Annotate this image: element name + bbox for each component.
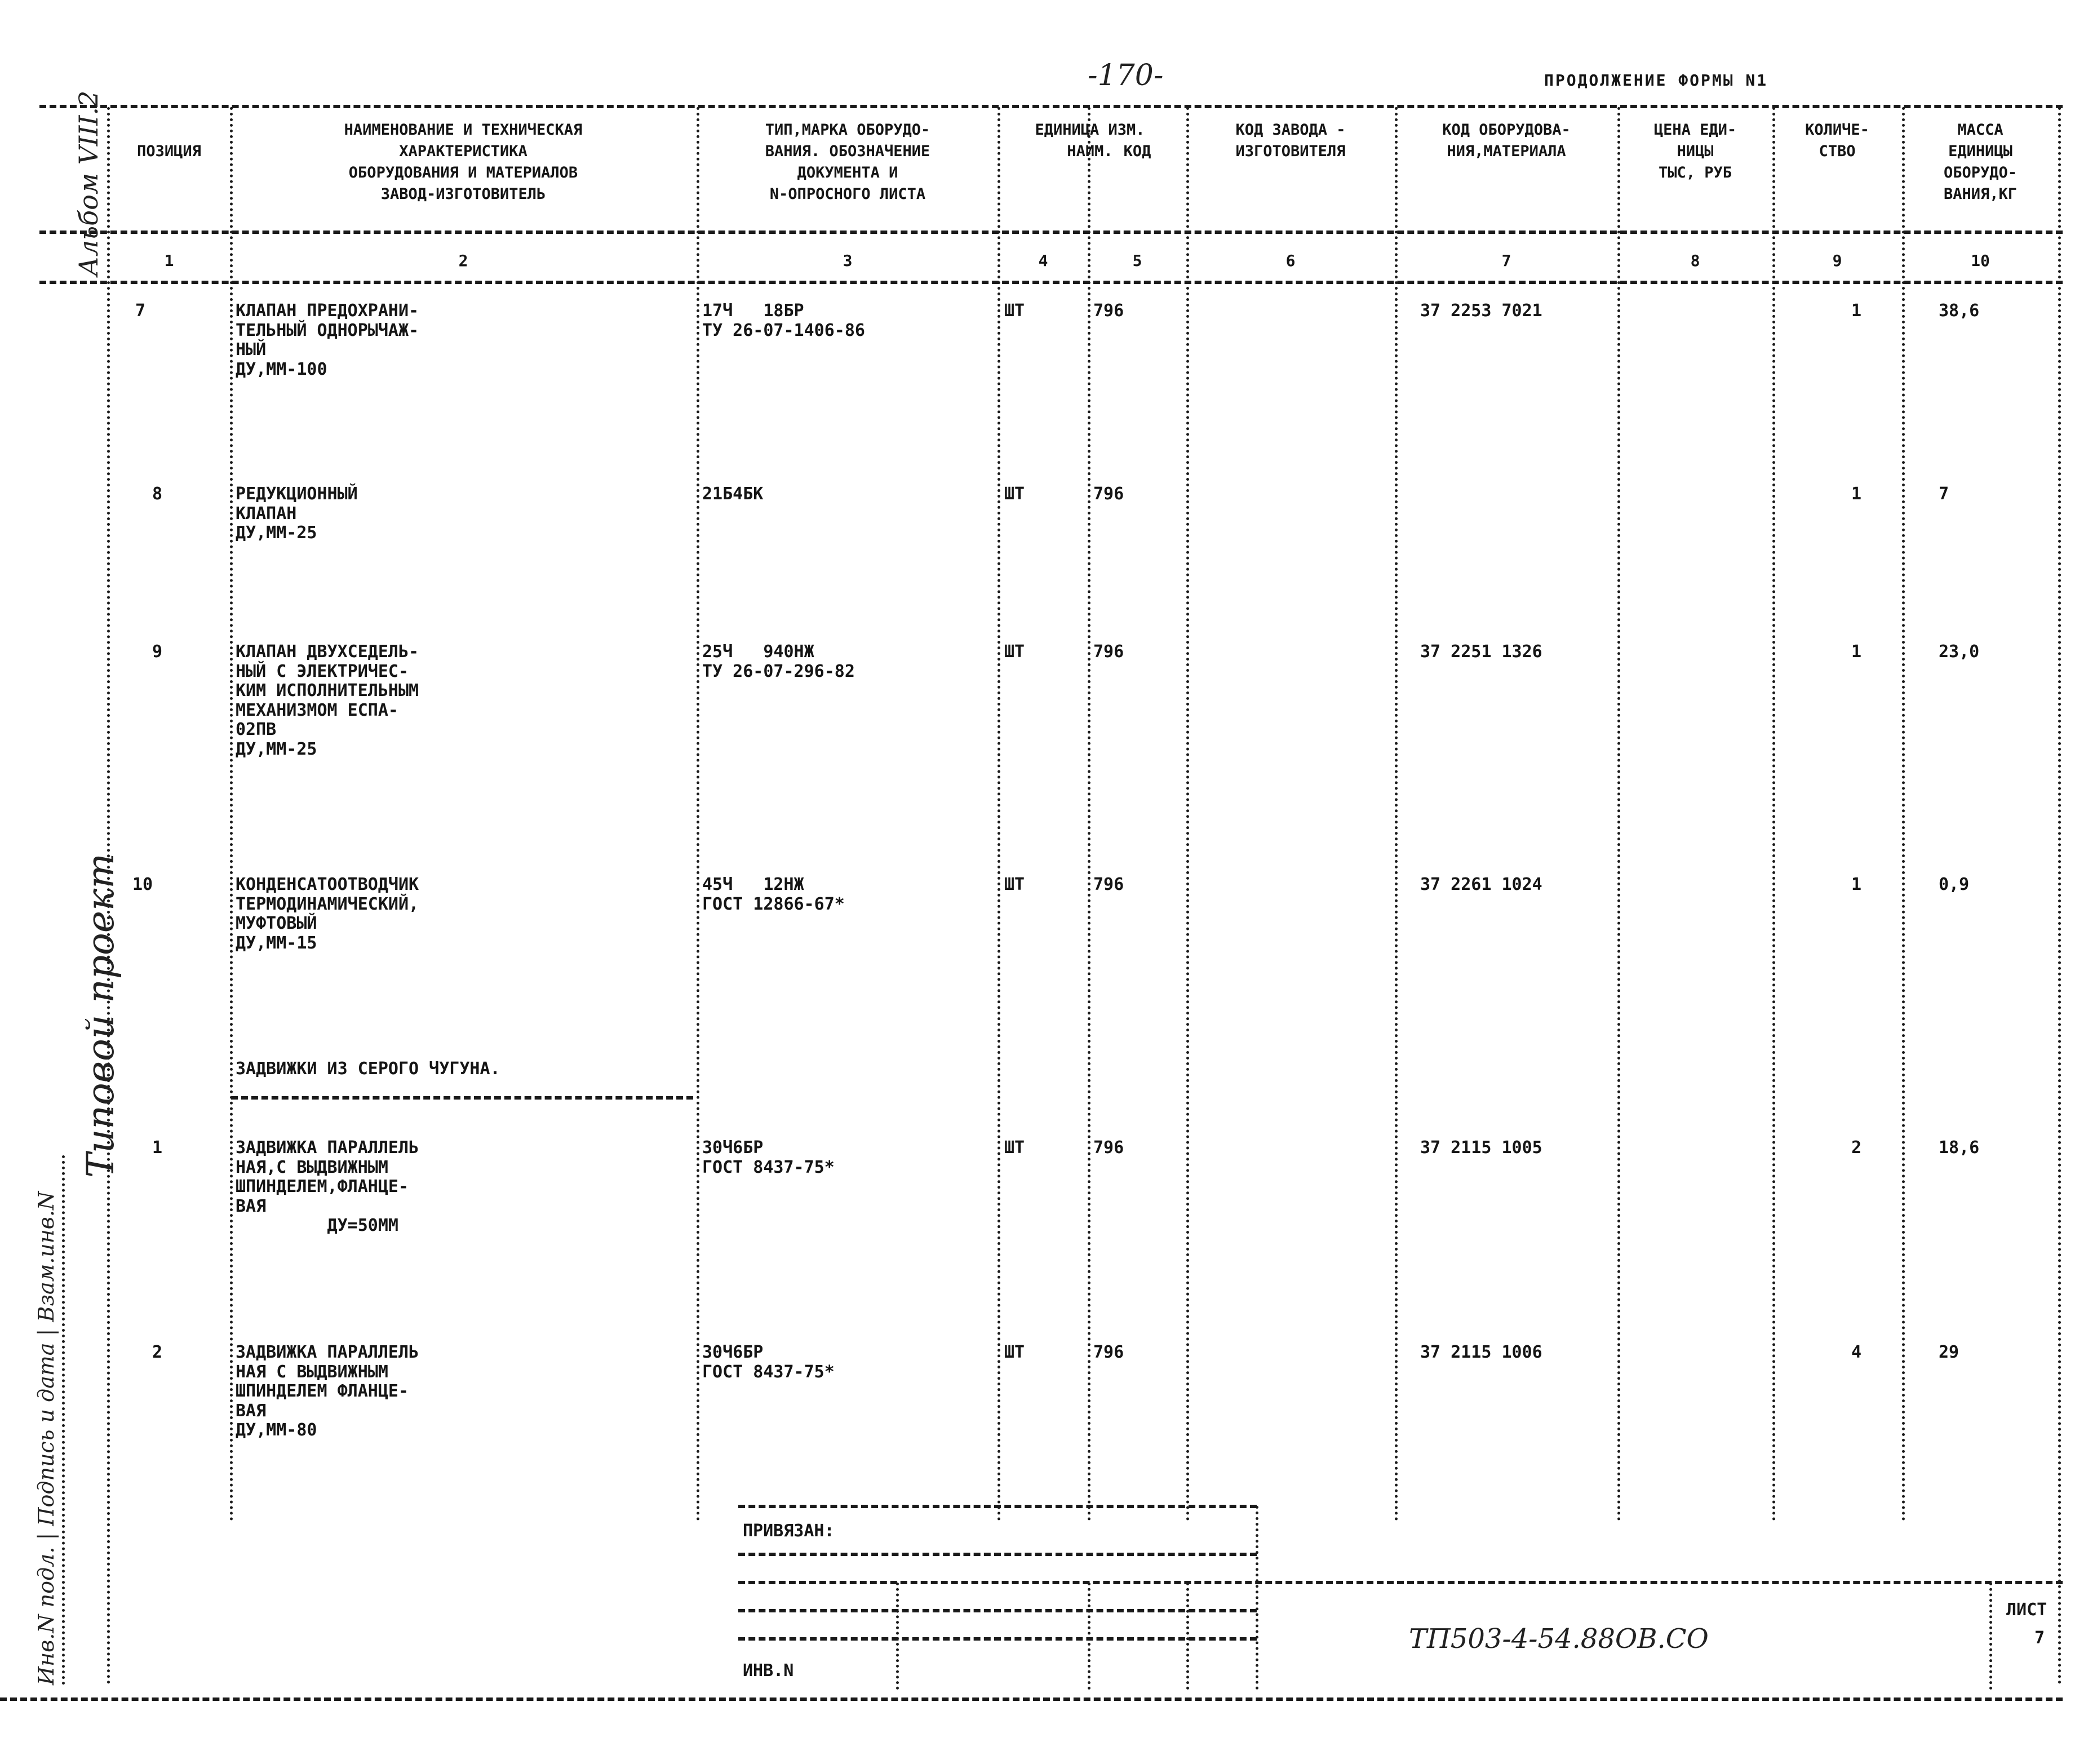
col-sep-4	[1088, 107, 1090, 1522]
cell-unit: ШТ	[1004, 301, 1025, 321]
header-unit-code: КОД	[1123, 143, 1151, 160]
header-unit: ЕДИНИЦА ИЗМ. НАИМ.	[1035, 121, 1145, 160]
cell-qty: 1	[1851, 642, 1862, 662]
cell-name: КОНДЕНСАТООТВОДЧИК ТЕРМОДИНАМИЧЕСКИЙ, МУФТОВЫЙ ДУ,ММ-15	[236, 875, 419, 953]
cell-mass: 38,6	[1939, 301, 1980, 321]
colnum-6: 6	[1285, 251, 1296, 270]
cell-name: КЛАПАН ДВУХСЕДЕЛЬ- НЫЙ С ЭЛЕКТРИЧЕС- КИМ ИСПОЛНИТЕЛЬНЫМ МЕХАНИЗМОМ ЕСПА- 02ПВ ДУ,ММ-25	[236, 642, 419, 759]
header-pos: ПОЗИЦИЯ	[137, 143, 201, 160]
col-sep-7	[1617, 107, 1620, 1522]
header-qty: КОЛИЧЕ- СТВО	[1805, 121, 1869, 160]
col-sep-3	[997, 107, 1000, 1522]
cell-code: 796	[1093, 484, 1124, 504]
col-sep-10	[2058, 107, 2061, 1685]
stamp-vsep-a	[896, 1583, 899, 1690]
cell-code: 796	[1093, 1138, 1124, 1158]
table-top-border	[39, 105, 2063, 108]
colnum-2: 2	[458, 251, 468, 270]
cell-pos: 10	[132, 875, 153, 894]
stamp-vsep-e	[1989, 1583, 1992, 1690]
header-name: НАИМЕНОВАНИЕ И ТЕХНИЧЕСКАЯ ХАРАКТЕРИСТИКА ОБОРУДОВАНИЯ И МАТЕРИАЛОВ ЗАВОД-ИЗГОТОВИТЕЛЬ	[344, 121, 583, 203]
cell-type: 25Ч 940НЖ ТУ 26-07-296-82	[702, 642, 855, 681]
stamp-line-2	[738, 1553, 1257, 1556]
cell-qty: 2	[1851, 1138, 1862, 1158]
stamp-vsep-d	[1256, 1506, 1258, 1690]
header-plant: КОД ЗАВОДА - ИЗГОТОВИТЕЛЯ	[1235, 121, 1346, 160]
cell-code: 796	[1093, 642, 1124, 662]
cell-equip-code: 37 2115 1005	[1420, 1138, 1542, 1158]
col-sep-2	[697, 107, 699, 1522]
cell-pos: 8	[152, 484, 163, 504]
cell-type: 21Б4БК	[702, 484, 764, 504]
sheet-label: ЛИСТ	[2006, 1600, 2047, 1620]
cell-mass: 7	[1939, 484, 1949, 504]
cell-qty: 1	[1851, 875, 1862, 894]
cell-mass: 23,0	[1939, 642, 1980, 662]
cell-type: 30Ч6БР ГОСТ 8437-75*	[702, 1138, 835, 1177]
cell-qty: 1	[1851, 484, 1862, 504]
cell-code: 796	[1093, 1342, 1124, 1362]
colnum-8: 8	[1690, 251, 1700, 270]
cell-qty: 1	[1851, 301, 1862, 321]
stamp-bound-label: ПРИВЯЗАН:	[743, 1521, 835, 1541]
cell-pos: 1	[152, 1138, 163, 1158]
colnum-3: 3	[843, 251, 853, 270]
header-type: ТИП,МАРКА ОБОРУДО- ВАНИЯ. ОБОЗНАЧЕНИЕ ДОКУМЕНТА И N-ОПРОСНОГО ЛИСТА	[765, 121, 930, 203]
cell-unit: ШТ	[1004, 642, 1025, 662]
side-stamp-label: Инв.N подл. | Подпись и дата | Взам.инв.N	[34, 1191, 59, 1685]
col-sep-6	[1395, 107, 1398, 1522]
stamp-line-4	[738, 1609, 1257, 1612]
col-sep-5	[1186, 107, 1189, 1522]
sheet-number: 7	[2034, 1628, 2045, 1648]
continuation-label: ПРОДОЛЖЕНИЕ ФОРМЫ N1	[1544, 71, 1768, 90]
cell-name: РЕДУКЦИОННЫЙ КЛАПАН ДУ,ММ-25	[236, 484, 358, 543]
cell-equip-code: 37 2115 1006	[1420, 1342, 1542, 1362]
project-label: Типовой проект	[79, 853, 122, 1178]
page-number: -170-	[1088, 59, 1164, 92]
page-bottom-border	[0, 1697, 2063, 1701]
cell-equip-code: 37 2251 1326	[1420, 642, 1542, 662]
cell-name: КЛАПАН ПРЕДОХРАНИ- ТЕЛЬНЫЙ ОДНОРЫЧАЖ- НЫЙ ДУ,ММ-100	[236, 301, 419, 379]
header-equip-code: КОД ОБОРУДОВА- НИЯ,МАТЕРИАЛА	[1442, 121, 1571, 160]
doc-number: ТП503-4-54.88ОВ.СО	[1409, 1623, 1709, 1655]
section-title: ЗАДВИЖКИ ИЗ СЕРОГО ЧУГУНА.	[236, 1059, 500, 1079]
col-sep-9	[1902, 107, 1905, 1522]
colnum-1: 1	[164, 251, 174, 270]
side-stamp-border	[62, 1155, 65, 1685]
cell-pos: 2	[152, 1342, 163, 1362]
colnum-7: 7	[1501, 251, 1511, 270]
stamp-line-3	[738, 1581, 2063, 1584]
cell-equip-code: 37 2261 1024	[1420, 875, 1542, 894]
album-label: Альбом VIII.2	[73, 90, 104, 276]
cell-unit: ШТ	[1004, 875, 1025, 894]
colnum-4: 4	[1038, 251, 1048, 270]
cell-qty: 4	[1851, 1342, 1862, 1362]
stamp-line-5	[738, 1637, 1257, 1641]
cell-unit: ШТ	[1004, 1342, 1025, 1362]
cell-unit: ШТ	[1004, 484, 1025, 504]
stamp-vsep-c	[1186, 1583, 1189, 1690]
cell-mass: 18,6	[1939, 1138, 1980, 1158]
header-bottom-border	[39, 231, 2063, 234]
cell-code: 796	[1093, 301, 1124, 321]
header-mass: МАССА ЕДИНИЦЫ ОБОРУДО- ВАНИЯ,КГ	[1943, 121, 2018, 203]
cell-mass: 29	[1939, 1342, 1959, 1362]
numbers-bottom-border	[39, 281, 2063, 284]
cell-name: ЗАДВИЖКА ПАРАЛЛЕЛЬ НАЯ,С ВЫДВИЖНЫМ ШПИНДЕЛЕМ,ФЛАНЦЕ- ВАЯ ДУ=50ММ	[236, 1138, 419, 1235]
cell-pos: 9	[152, 642, 163, 662]
col-sep-1	[230, 107, 233, 1522]
cell-type: 30Ч6БР ГОСТ 8437-75*	[702, 1342, 835, 1382]
cell-type: 17Ч 18БР ТУ 26-07-1406-86	[702, 301, 865, 340]
cell-equip-code: 37 2253 7021	[1420, 301, 1542, 321]
stamp-line-1	[738, 1505, 1257, 1508]
cell-name: ЗАДВИЖКА ПАРАЛЛЕЛЬ НАЯ С ВЫДВИЖНЫМ ШПИНДЕЛЕМ ФЛАНЦЕ- ВАЯ ДУ,ММ-80	[236, 1342, 419, 1440]
cell-type: 45Ч 12НЖ ГОСТ 12866-67*	[702, 875, 845, 914]
header-price: ЦЕНА ЕДИ- НИЦЫ ТЫС, РУБ	[1653, 121, 1737, 181]
colnum-9: 9	[1832, 251, 1842, 270]
stamp-vsep-b	[1088, 1583, 1090, 1690]
cell-mass: 0,9	[1939, 875, 1970, 894]
cell-code: 796	[1093, 875, 1124, 894]
cell-unit: ШТ	[1004, 1138, 1025, 1158]
col-sep-8	[1772, 107, 1775, 1522]
stamp-inv-label: ИНВ.N	[743, 1661, 794, 1681]
section-underline	[231, 1096, 693, 1100]
colnum-10: 10	[1971, 251, 1990, 270]
cell-pos: 7	[135, 301, 146, 321]
colnum-5: 5	[1132, 251, 1142, 270]
